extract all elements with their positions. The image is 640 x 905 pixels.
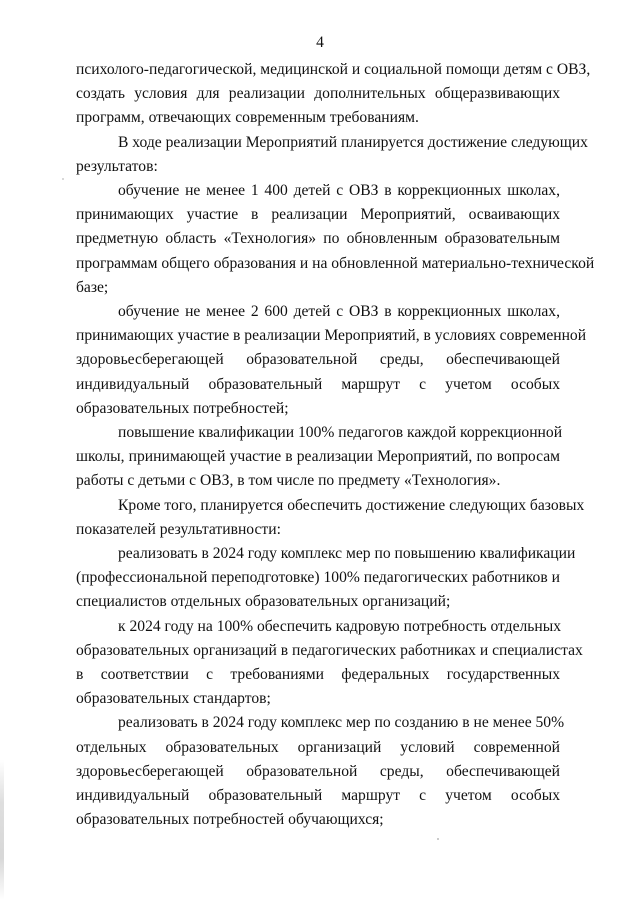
text-line: к 2024 году на 100% обеспечить кадровую потребность отдельных (118, 617, 562, 635)
text-line: реализовать в 2024 году комплекс мер по созданию в не менее 50% (118, 714, 565, 732)
text-line: обучение не менее 2 600 детей с ОВЗ в коррекционных школах, (118, 303, 560, 321)
paragraph (76, 711, 565, 832)
scan-speck (62, 178, 64, 180)
paragraph (76, 179, 595, 300)
text-line: создать условия для реализации дополнительных общеразвивающих (76, 85, 560, 103)
paragraph (76, 542, 576, 615)
text-line: отдельных образовательных организаций условий современной (76, 738, 560, 756)
scan-speck (437, 838, 439, 840)
text-line: Кроме того, планируется обеспечить достижение следующих базовых (118, 496, 585, 514)
text-line: предметную область «Технология» по обновленным образовательным (76, 230, 560, 248)
page-number: 4 (316, 34, 324, 51)
text-line: В ходе реализации Мероприятий планируется достижение следующих (118, 133, 588, 151)
text-line: работы с детьми с ОВЗ, в том числе по предмету «Технология». (76, 472, 501, 490)
text-line: обучение не менее 1 400 детей с ОВЗ в коррекционных школах, (118, 182, 560, 200)
text-line: индивидуальный образовательный маршрут с учетом особых (76, 375, 560, 393)
paragraph (76, 300, 587, 421)
text-line: образовательных потребностей обучающихся; (76, 811, 384, 829)
paragraph (76, 58, 591, 131)
document-body (76, 58, 595, 833)
text-line: результатов: (76, 157, 158, 175)
text-line: принимающих участие в реализации Мероприятий, в условиях современной (76, 327, 587, 345)
paragraph (76, 494, 585, 542)
paragraph (76, 421, 563, 494)
text-line: (профессиональной переподготовке) 100% педагогических работников и (76, 569, 560, 587)
paragraph (76, 615, 583, 712)
text-line: принимающих участие в реализации Мероприятий, осваивающих (76, 206, 560, 224)
text-line: индивидуальный образовательный маршрут с учетом особых (76, 787, 560, 805)
text-line: базе; (76, 278, 109, 296)
text-line: здоровьесберегающей образовательной среды, обеспечивающей (76, 762, 560, 780)
text-line: в соответствии с требованиями федеральных государственных (76, 666, 560, 684)
text-line: программам общего образования и на обновленной материально-технической (76, 254, 595, 272)
text-line: реализовать в 2024 году комплекс мер по повышению квалификации (118, 545, 576, 563)
text-line: программ, отвечающих современным требованиям. (76, 109, 419, 127)
text-line: специалистов отдельных образовательных организаций; (76, 593, 451, 611)
paragraph (76, 131, 588, 179)
text-line: повышение квалификации 100% педагогов каждой коррекционной (118, 424, 563, 442)
text-line: образовательных организаций в педагогических работниках и специалистах (76, 641, 583, 659)
text-line: показателей результативности: (76, 520, 281, 538)
text-line: образовательных стандартов; (76, 690, 271, 708)
scan-edge-shadow (0, 760, 4, 900)
text-line: психолого-педагогической, медицинской и социальной помощи детям с ОВЗ, (76, 61, 591, 78)
text-line: образовательных потребностей; (76, 399, 289, 417)
text-line: школы, принимающей участие в реализации Мероприятий, по вопросам (76, 448, 560, 466)
text-line: здоровьесберегающей образовательной среды, обеспечивающей (76, 351, 560, 369)
